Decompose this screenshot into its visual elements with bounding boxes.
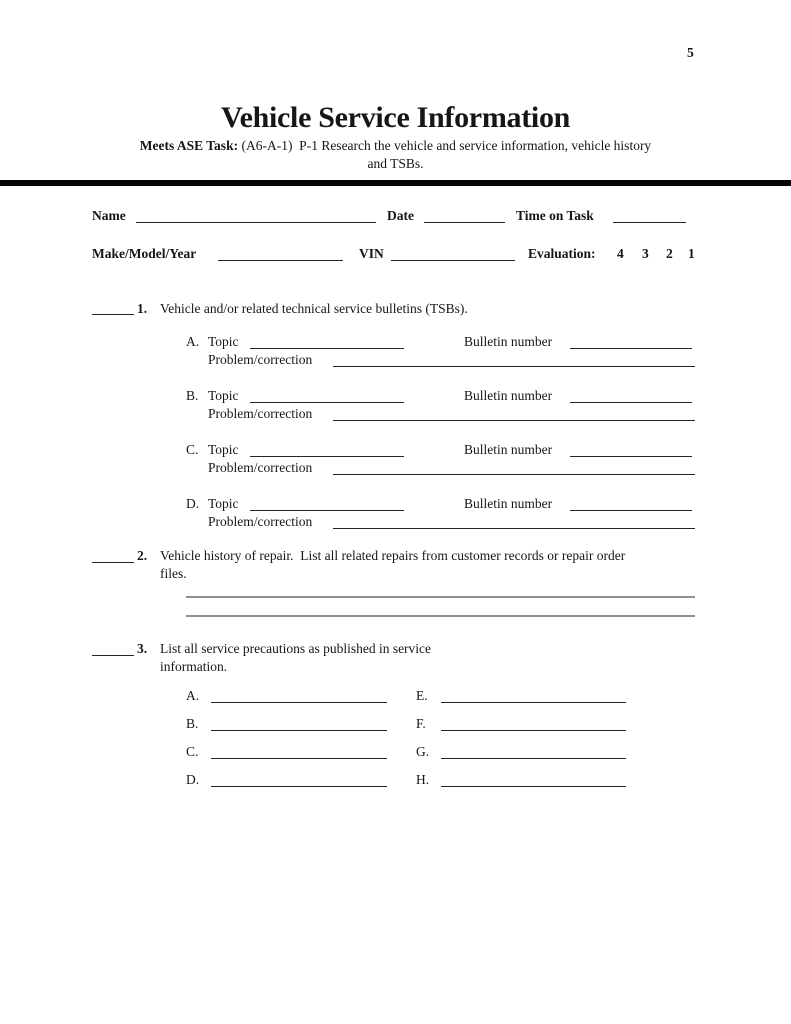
bulletin-number-label: Bulletin number — [464, 334, 553, 349]
bulletin-number-label: Bulletin number — [464, 388, 553, 403]
topic-label: Topic — [208, 388, 239, 403]
q2-number: 2. — [137, 548, 148, 563]
problem-correction-label: Problem/correction — [208, 352, 313, 367]
precaution-blank — [441, 744, 626, 759]
date-label: Date — [387, 208, 414, 223]
bulletin-number-label: Bulletin number — [464, 496, 553, 511]
entry-letter: C. — [186, 442, 199, 457]
q3-number: 3. — [137, 641, 148, 656]
evaluation-score-2: 2 — [666, 246, 673, 261]
time-on-task-label: Time on Task — [516, 208, 594, 223]
bulletin-number-blank — [570, 496, 692, 511]
q1-score-blank — [92, 300, 134, 315]
precaution-blank — [441, 716, 626, 731]
precaution-blank — [441, 688, 626, 703]
topic-label: Topic — [208, 496, 239, 511]
q1-text: Vehicle and/or related technical service bulletins (TSBs). — [160, 301, 468, 316]
name-label: Name — [92, 208, 126, 223]
q2-answer-line — [186, 615, 695, 617]
problem-correction-blank — [333, 406, 695, 421]
topic-label: Topic — [208, 334, 239, 349]
entry-letter: A. — [186, 334, 200, 349]
topic-blank — [250, 334, 404, 349]
ase-task-line1 — [0, 137, 791, 154]
topic-blank — [250, 496, 404, 511]
precaution-letter: G. — [416, 744, 430, 759]
entry-letter: D. — [186, 496, 200, 511]
make-model-year-label: Make/Model/Year — [92, 246, 197, 261]
precaution-letter: E. — [416, 688, 428, 703]
ase-task-label: Meets ASE Task: — [139, 138, 239, 153]
tsb-entry — [0, 333, 791, 373]
q1-number: 1. — [137, 301, 148, 316]
precaution-blank — [211, 744, 387, 759]
evaluation-score-1: 1 — [688, 246, 695, 261]
evaluation-label: Evaluation: — [528, 246, 596, 261]
q2-score-blank — [92, 548, 134, 563]
name-blank — [136, 208, 376, 223]
problem-correction-label: Problem/correction — [208, 514, 313, 529]
tsb-entry — [0, 387, 791, 427]
tsb-entry — [0, 441, 791, 481]
evaluation-score-3: 3 — [642, 246, 649, 261]
page-number: 5 — [687, 45, 694, 60]
topic-blank — [250, 388, 404, 403]
precaution-blank — [211, 716, 387, 731]
precaution-letter: F. — [416, 716, 426, 731]
q3-score-blank — [92, 641, 134, 656]
ase-task-line2: and TSBs. — [367, 156, 424, 171]
evaluation-score-4: 4 — [617, 246, 624, 261]
ase-task-text: (A6-A-1) P-1 Research the vehicle and service information, vehicle history — [238, 138, 652, 153]
page-title: Vehicle Service Information — [220, 101, 571, 134]
problem-correction-label: Problem/correction — [208, 406, 313, 421]
date-blank — [424, 208, 505, 223]
precaution-blank — [211, 688, 387, 703]
q2-answer-line — [186, 596, 695, 598]
topic-blank — [250, 442, 404, 457]
problem-correction-blank — [333, 460, 695, 475]
bulletin-number-blank — [570, 388, 692, 403]
vin-blank — [391, 246, 515, 261]
divider-rule — [0, 180, 791, 186]
topic-label: Topic — [208, 442, 239, 457]
precaution-blank — [211, 772, 387, 787]
precaution-letter: B. — [186, 716, 199, 731]
entry-letter: B. — [186, 388, 199, 403]
problem-correction-blank — [333, 352, 695, 367]
q3-text-line2: information. — [160, 659, 228, 674]
precaution-letter: D. — [186, 772, 200, 787]
problem-correction-blank — [333, 514, 695, 529]
problem-correction-label: Problem/correction — [208, 460, 313, 475]
make-model-year-blank — [218, 246, 343, 261]
precaution-letter: A. — [186, 688, 200, 703]
tsb-entry — [0, 495, 791, 535]
q2-text-line1: Vehicle history of repair. List all related repairs from customer records or repair order — [160, 548, 626, 563]
q2-text-line2: files. — [160, 566, 187, 581]
bulletin-number-blank — [570, 334, 692, 349]
precaution-letter: H. — [416, 772, 430, 787]
vin-label: VIN — [359, 246, 384, 261]
precaution-letter: C. — [186, 744, 199, 759]
time-on-task-blank — [613, 208, 686, 223]
q3-text-line1: List all service precautions as published in service — [160, 641, 432, 656]
bulletin-number-blank — [570, 442, 692, 457]
bulletin-number-label: Bulletin number — [464, 442, 553, 457]
precaution-blank — [441, 772, 626, 787]
